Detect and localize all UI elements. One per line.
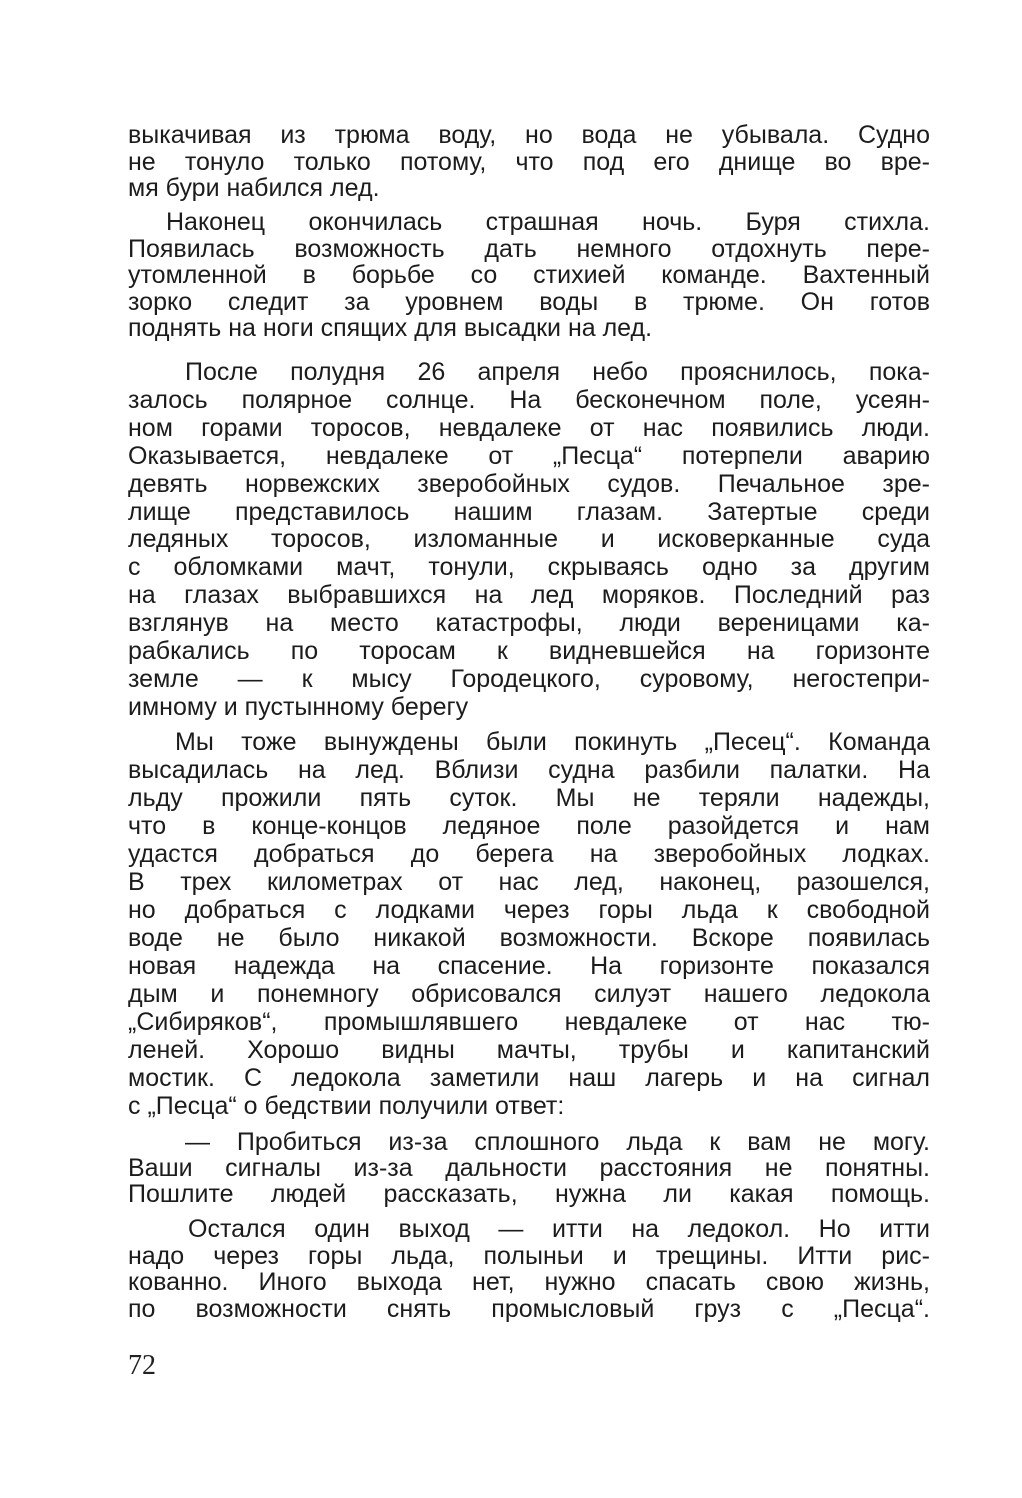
text-line: Появилась возможность дать немного отдохнуть пере- <box>128 234 930 263</box>
text-line: „Сибиряков“, промышлявшего невдалеке от нас тю- <box>128 1008 930 1036</box>
text-line: Остался один выход — итти на ледокол. Но итти <box>188 1215 930 1243</box>
text-line: девять норвежских зверобойных судов. Печальное зре- <box>128 469 930 498</box>
text-line: ном горами торосов, невдалеке от нас появились люди. <box>128 413 930 442</box>
text-line: мостик. С ледокола заметили наш лагерь и на сигнал <box>128 1064 930 1092</box>
text-line: Ваши сигналы из-за дальности расстояния не понятны. <box>128 1154 930 1182</box>
text-line: но добраться с лодками через горы льда к свободной <box>128 896 930 924</box>
text-line: дым и понемногу обрисовался силуэт нашего ледокола <box>128 980 930 1008</box>
text-line: с „Песца“ о бедствии получили ответ: <box>128 1092 565 1120</box>
text-line: льду прожили пять суток. Мы не теряли надежды, <box>128 784 930 812</box>
text-line: что в конце-концов ледяное поле разойдется и нам <box>128 812 930 840</box>
text-line: кованно. Иного выхода нет, нужно спасать свою жизнь, <box>128 1268 930 1297</box>
text-line: с обломками мачт, тонули, скрываясь одно за другим <box>128 553 930 582</box>
text-line: леней. Хорошо видны мачты, трубы и капитанский <box>128 1036 930 1064</box>
text-line: мя бури набился лед. <box>128 174 380 202</box>
page-number: 72 <box>128 1350 156 1381</box>
text-line: Пошлите людей рассказать, нужна ли какая помощь. <box>128 1180 930 1208</box>
text-line: утомленной в борьбе со стихией команде. Вахтенный <box>128 261 930 289</box>
text-line: по возможности снять промысловый груз с „Песца“. <box>128 1295 930 1324</box>
text-line: зорко следит за уровнем воды в трюме. Он готов <box>128 287 930 316</box>
text-line: имному и пустынному берегу <box>128 692 469 721</box>
text-line: ледяных торосов, изломанные и исковерканные суда <box>128 525 930 554</box>
text-line: новая надежда на спасение. На горизонте показался <box>128 952 930 980</box>
text-line: Наконец окончилась страшная ночь. Буря стихла. <box>166 208 930 236</box>
text-line: взглянув на место катастрофы, люди вереницами ка- <box>128 609 930 638</box>
text-line: высадилась на лед. Вблизи судна разбили палатки. На <box>128 756 930 784</box>
text-line: лище представилось нашим глазам. Затертые среди <box>128 497 930 526</box>
text-line: Оказывается, невдалеке от „Песца“ потерпели аварию <box>128 441 930 470</box>
text-line: воде не было никакой возможности. Вскоре появилась <box>128 924 930 952</box>
text-line: выкачивая из трюма воду, но вода не убывала. Судно <box>128 121 930 149</box>
text-line: После полудня 26 апреля небо прояснилось, пока- <box>185 358 930 386</box>
text-line: удастся добраться до берега на зверобойных лодках. <box>128 840 930 868</box>
text-line: — Пробиться из-за сплошного льда к вам не могу. <box>185 1128 930 1156</box>
text-line: поднять на ноги спящих для высадки на лед. <box>128 314 653 342</box>
text-line: надо через горы льда, полыньи и трещины. Итти рис- <box>128 1241 930 1270</box>
text-line: земле — к мысу Городецкого, суровому, негостепри- <box>128 664 930 693</box>
text-line: залось полярное солнце. На бесконечном поле, усеян- <box>128 385 930 414</box>
text-line: В трех километрах от нас лед, наконец, разошелся, <box>128 868 930 896</box>
text-line: Мы тоже вынуждены были покинуть „Песец“. Команда <box>175 728 930 756</box>
text-line: рабкались по торосам к видневшейся на горизонте <box>128 637 930 665</box>
text-line: не тонуло только потому, что под его днище во вре- <box>128 147 930 176</box>
text-line: на глазах выбравшихся на лед моряков. Последний раз <box>128 581 930 610</box>
